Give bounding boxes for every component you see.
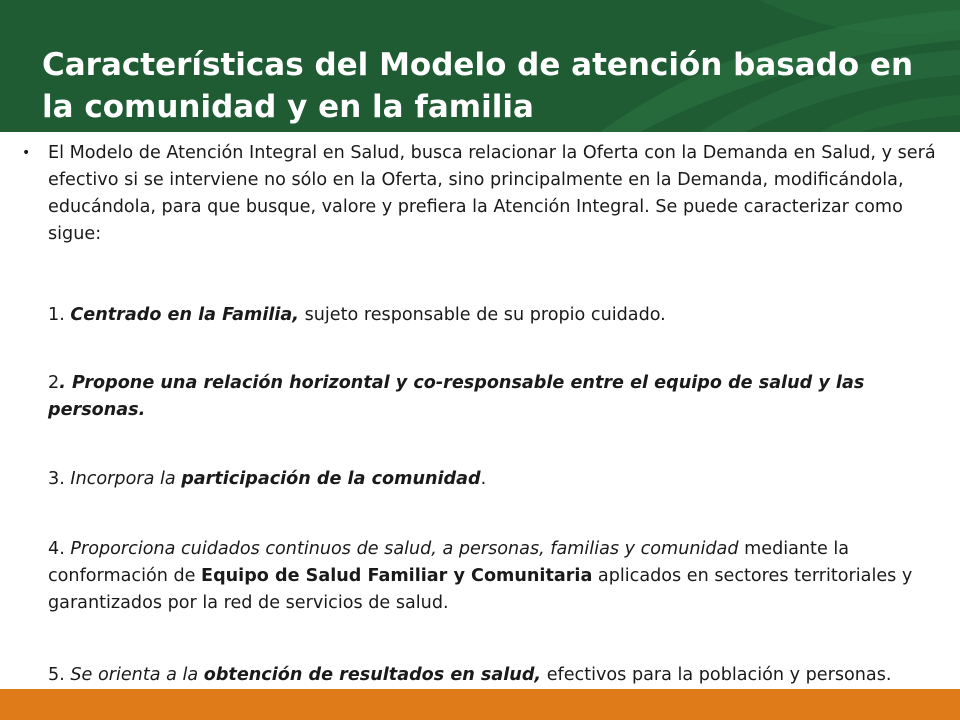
title-banner [0,0,960,132]
item-number: 2 [48,373,60,393]
item-emphasis: participación de la comunidad [181,469,481,489]
item-number: 5. [48,665,71,685]
list-item-2 [48,370,948,424]
item-text: efectivos para la población y personas. [541,665,892,685]
item-emphasis: . Propone una relación horizontal y co-responsable entre el equipo de salud y las personas. [48,373,865,420]
item-text: aplicados en sectores territoriales y garantizados por la red de servicios de salud. [48,566,913,613]
list-item-5 [48,662,948,689]
list-item-3 [48,466,948,493]
list-item-4 [48,536,948,617]
footer-bar [0,689,960,720]
item-italic-text: Incorpora la [70,469,182,489]
item-number: 1. [48,305,71,325]
item-number: 3. [48,469,71,489]
item-italic-text: Proporciona cuidados continuos de salud, a personas, familias y comunidad [70,539,739,559]
item-emphasis: obtención de resultados en salud, [203,665,542,685]
page-title: Características del Modelo de atención basado en la comunidad y en la familia [42,47,914,125]
item-text: . [480,469,487,489]
bullet-icon: • [22,145,31,161]
list-item-1 [48,302,948,329]
intro-paragraph: El Modelo de Atención Integral en Salud, busca relacionar la Oferta con la Demanda en Salud, y será efectivo si se interviene no sólo en la Oferta, sino principalmente en la Demanda, modificándola, educándola, para que busque, valore y prefiera la Atención Integral. Se puede caracterizar como sigue: [48,143,936,244]
item-number: 4. [48,539,71,559]
item-text: mediante la conformación de [48,539,850,586]
item-bold-text: Equipo de Salud Familiar y Comunitaria [201,566,593,586]
item-italic-text: Se orienta a la [70,665,204,685]
item-emphasis: Centrado en la Familia, [70,305,299,325]
item-text: sujeto responsable de su propio cuidado. [299,305,666,325]
